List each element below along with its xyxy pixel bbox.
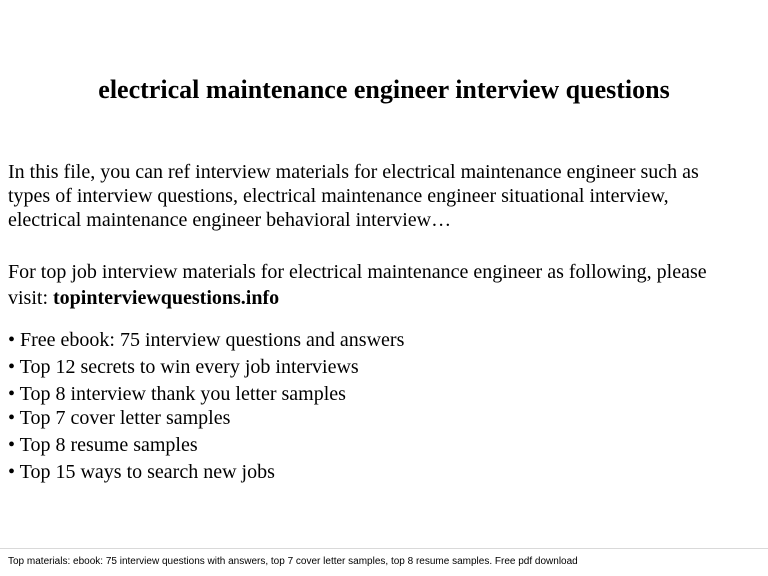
list-item: • Top 7 cover letter samples [8, 407, 231, 429]
list-item: • Top 8 interview thank you letter samples [8, 383, 346, 405]
intro-line: types of interview questions, electrical maintenance engineer situational interview, [8, 185, 669, 207]
footer-text: Top materials: ebook: 75 interview questions with answers, top 7 cover letter samples, top 8 resume samples. Free pdf download [8, 556, 578, 567]
cta-visit-prefix: visit: [8, 287, 54, 309]
list-item: • Free ebook: 75 interview questions and answers [8, 329, 405, 351]
list-item: • Top 15 ways to search new jobs [8, 461, 275, 483]
cta-paragraph [8, 259, 758, 311]
intro-line: electrical maintenance engineer behavioral interview… [8, 209, 452, 231]
site-link[interactable]: topinterviewquestions.info [53, 287, 280, 309]
resource-list [8, 328, 758, 484]
intro-paragraph [8, 160, 758, 232]
page-title: electrical maintenance engineer interview questions [98, 75, 670, 104]
cta-visit-line [8, 285, 758, 311]
intro-line: In this file, you can ref interview materials for electrical maintenance engineer such as [8, 161, 699, 183]
list-item: • Top 8 resume samples [8, 434, 198, 456]
footer-divider [0, 548, 768, 549]
list-item: • Top 12 secrets to win every job interviews [8, 356, 359, 378]
cta-line: For top job interview materials for electrical maintenance engineer as following, please [8, 261, 707, 283]
